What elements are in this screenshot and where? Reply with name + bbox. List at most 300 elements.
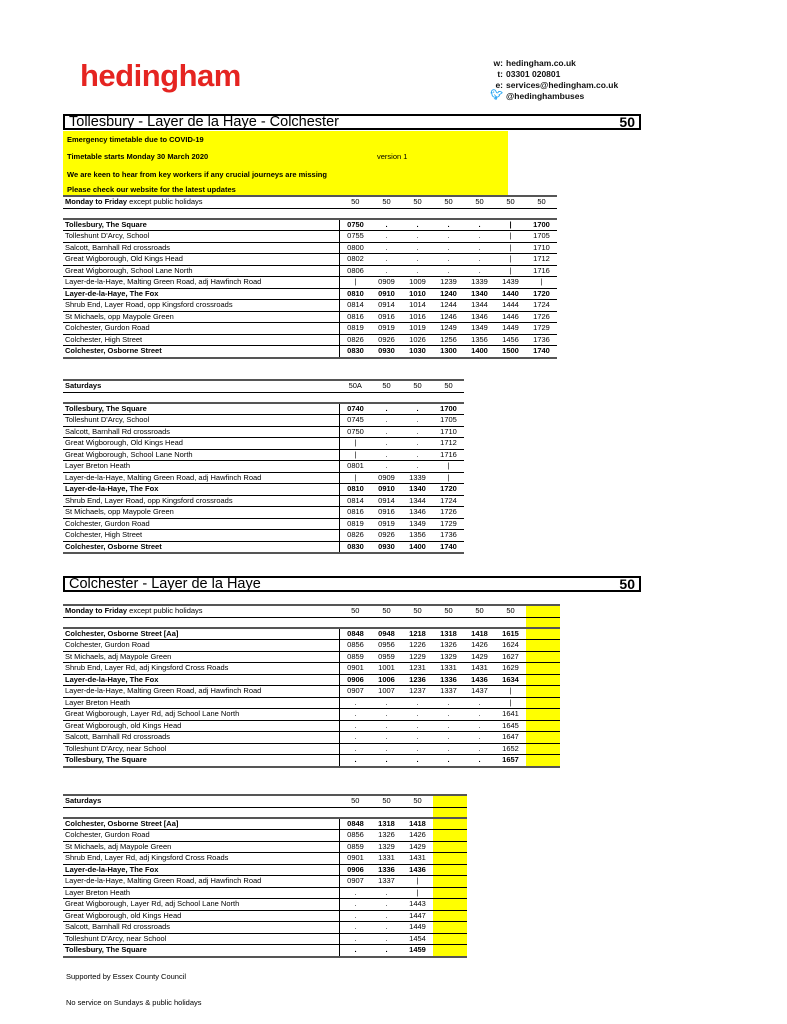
departure-time: 0750 bbox=[340, 219, 372, 231]
timetable-r2-saturday bbox=[63, 794, 467, 958]
departure-time: . bbox=[402, 254, 433, 266]
departure-time: 0914 bbox=[371, 495, 402, 507]
departure-time: 1326 bbox=[371, 830, 402, 842]
departure-time: . bbox=[402, 219, 433, 231]
departure-time: 0930 bbox=[371, 541, 402, 553]
stop-name: Colchester, Gurdon Road bbox=[63, 830, 340, 842]
departure-time: . bbox=[371, 899, 402, 911]
departure-time: . bbox=[464, 732, 495, 744]
route-title: Colchester - Layer de la Haye bbox=[69, 576, 261, 592]
spacer bbox=[495, 617, 526, 628]
highlight-cell bbox=[526, 617, 560, 628]
departure-time: 1657 bbox=[495, 755, 526, 767]
departure-time: 1447 bbox=[402, 910, 433, 922]
stop-name: Tolleshunt D'Arcy, near School bbox=[63, 743, 340, 755]
departure-time: 0800 bbox=[340, 242, 372, 254]
departure-time: 1349 bbox=[402, 518, 433, 530]
departure-time: . bbox=[371, 242, 402, 254]
stop-name: St Michaels, adj Maypole Green bbox=[63, 651, 340, 663]
stop-name: Layer-de-la-Haye, The Fox bbox=[63, 484, 340, 496]
departure-time: | bbox=[495, 265, 526, 277]
timetable-row bbox=[63, 697, 560, 709]
timetable-row bbox=[63, 219, 557, 231]
departure-time: 1652 bbox=[495, 743, 526, 755]
highlight-cell bbox=[433, 795, 467, 807]
route-title-bar-1 bbox=[63, 114, 641, 130]
departure-time: . bbox=[433, 265, 464, 277]
timetable-row bbox=[63, 686, 560, 698]
departure-time: 1346 bbox=[402, 507, 433, 519]
contact-web[interactable]: hedingham.co.uk bbox=[506, 58, 576, 68]
departure-time: 1437 bbox=[464, 686, 495, 698]
contact-phone[interactable]: 03301 020801 bbox=[506, 69, 561, 79]
spacer bbox=[63, 392, 340, 403]
departure-time: 1700 bbox=[526, 219, 557, 231]
stop-name: Layer Breton Heath bbox=[63, 697, 340, 709]
departure-time: . bbox=[402, 461, 433, 473]
route-title-bar-2 bbox=[63, 576, 641, 592]
stop-name: St Michaels, opp Maypole Green bbox=[63, 507, 340, 519]
departure-time: 1634 bbox=[495, 674, 526, 686]
spacer bbox=[526, 208, 557, 219]
departure-time: 1349 bbox=[464, 323, 495, 335]
header-row bbox=[63, 605, 560, 617]
highlight-cell bbox=[433, 945, 467, 957]
day-label-bold: Monday to Friday bbox=[65, 197, 128, 207]
highlight-cell bbox=[526, 605, 560, 617]
departure-time: 1331 bbox=[371, 853, 402, 865]
departure-time: 1336 bbox=[371, 864, 402, 876]
departure-time: 1724 bbox=[526, 300, 557, 312]
departure-time: 1449 bbox=[402, 922, 433, 934]
departure-time: 1014 bbox=[402, 300, 433, 312]
timetable-row bbox=[63, 887, 467, 899]
highlight-cell bbox=[526, 709, 560, 721]
stop-name: Colchester, Osborne Street bbox=[63, 541, 340, 553]
spacer bbox=[340, 392, 372, 403]
departure-time: . bbox=[340, 732, 372, 744]
departure-time: 1436 bbox=[402, 864, 433, 876]
departure-time: . bbox=[340, 933, 372, 945]
service-number: 50 bbox=[495, 605, 526, 617]
departure-time: . bbox=[371, 933, 402, 945]
departure-time: 1627 bbox=[495, 651, 526, 663]
departure-time: 0755 bbox=[340, 231, 372, 243]
departure-time: 0907 bbox=[340, 686, 372, 698]
departure-time: 1418 bbox=[464, 628, 495, 640]
service-number: 50 bbox=[371, 196, 402, 208]
departure-time: . bbox=[371, 697, 402, 709]
departure-time: 1641 bbox=[495, 709, 526, 721]
timetable-row bbox=[63, 426, 464, 438]
departure-time: 1340 bbox=[464, 288, 495, 300]
highlight-cell bbox=[433, 933, 467, 945]
departure-time: . bbox=[371, 922, 402, 934]
departure-time: 1300 bbox=[433, 346, 464, 358]
day-label-bold: Saturdays bbox=[65, 381, 102, 391]
stop-name: Great Wigborough, Old Kings Head bbox=[63, 438, 340, 450]
timetable-row bbox=[63, 415, 464, 427]
stop-name: Colchester, Gurdon Road bbox=[63, 323, 340, 335]
header-row bbox=[63, 795, 467, 807]
highlight-cell bbox=[433, 887, 467, 899]
highlight-cell bbox=[433, 899, 467, 911]
departure-time: . bbox=[340, 697, 372, 709]
departure-time: 1712 bbox=[433, 438, 464, 450]
departure-time: 1459 bbox=[402, 945, 433, 957]
timetable-row bbox=[63, 841, 467, 853]
departure-time: 0856 bbox=[340, 640, 372, 652]
timetable-row bbox=[63, 876, 467, 888]
departure-time: . bbox=[433, 732, 464, 744]
departure-time: 0750 bbox=[340, 426, 372, 438]
departure-time: 1426 bbox=[464, 640, 495, 652]
stop-name: Tollesbury, The Square bbox=[63, 219, 340, 231]
departure-time: 1026 bbox=[402, 334, 433, 346]
departure-time: | bbox=[495, 254, 526, 266]
departure-time: . bbox=[371, 720, 402, 732]
departure-time: . bbox=[371, 426, 402, 438]
spacer bbox=[63, 617, 340, 628]
departure-time: 1712 bbox=[526, 254, 557, 266]
service-number: 50 bbox=[526, 196, 557, 208]
departure-time: . bbox=[402, 426, 433, 438]
departure-time: . bbox=[371, 887, 402, 899]
departure-time: 1729 bbox=[433, 518, 464, 530]
stop-name: Tolleshunt D'Arcy, School bbox=[63, 415, 340, 427]
departure-time: 1740 bbox=[526, 346, 557, 358]
contact-phone-label: t: bbox=[497, 69, 503, 79]
departure-time: 1400 bbox=[464, 346, 495, 358]
timetable-row bbox=[63, 334, 557, 346]
departure-time: . bbox=[433, 254, 464, 266]
departure-time: . bbox=[464, 709, 495, 721]
departure-time: 0907 bbox=[340, 876, 372, 888]
departure-time: 0816 bbox=[340, 507, 372, 519]
departure-time: 1229 bbox=[402, 651, 433, 663]
stop-name: Colchester, High Street bbox=[63, 334, 340, 346]
departure-time: 1318 bbox=[371, 818, 402, 830]
departure-time: 1736 bbox=[433, 530, 464, 542]
timetable-row bbox=[63, 438, 464, 450]
departure-time: 1624 bbox=[495, 640, 526, 652]
departure-time: 1344 bbox=[464, 300, 495, 312]
stop-name: Layer Breton Heath bbox=[63, 461, 340, 473]
stop-name: Tollesbury, The Square bbox=[63, 945, 340, 957]
highlight-cell bbox=[433, 864, 467, 876]
no-service-text: No service on Sundays & public holidays bbox=[66, 998, 202, 1007]
stop-name: Colchester, Osborne Street bbox=[63, 346, 340, 358]
highlight-cell bbox=[433, 807, 467, 818]
departure-time: 1007 bbox=[371, 686, 402, 698]
spacer bbox=[495, 208, 526, 219]
stop-name: Layer-de-la-Haye, Malting Green Road, adj Hawfinch Road bbox=[63, 472, 340, 484]
notice-line-2: Timetable starts Monday 30 March 2020 bbox=[67, 152, 209, 161]
departure-time: 1429 bbox=[402, 841, 433, 853]
departure-time: . bbox=[402, 265, 433, 277]
contact-web-label: w: bbox=[493, 58, 503, 68]
timetable-row bbox=[63, 242, 557, 254]
timetable-row bbox=[63, 663, 560, 675]
departure-time: 0926 bbox=[371, 334, 402, 346]
service-number: 50 bbox=[433, 605, 464, 617]
timetable-row bbox=[63, 945, 467, 957]
highlight-cell bbox=[526, 640, 560, 652]
timetable-row bbox=[63, 265, 557, 277]
departure-time: 1329 bbox=[433, 651, 464, 663]
service-number: 50 bbox=[402, 380, 433, 392]
departure-time: . bbox=[340, 922, 372, 934]
departure-time: 1740 bbox=[433, 541, 464, 553]
departure-time: 0914 bbox=[371, 300, 402, 312]
day-label bbox=[63, 605, 340, 617]
departure-time: . bbox=[464, 231, 495, 243]
departure-time: 0901 bbox=[340, 853, 372, 865]
timetable-row bbox=[63, 864, 467, 876]
departure-time: 0909 bbox=[371, 277, 402, 289]
departure-time: 1700 bbox=[433, 403, 464, 415]
departure-time: 1710 bbox=[526, 242, 557, 254]
departure-time: 1001 bbox=[371, 663, 402, 675]
service-number: 50 bbox=[402, 795, 433, 807]
departure-time: 1244 bbox=[433, 300, 464, 312]
departure-time: 1710 bbox=[433, 426, 464, 438]
stop-name: Layer-de-la-Haye, The Fox bbox=[63, 864, 340, 876]
departure-time: . bbox=[371, 461, 402, 473]
departure-time: 1443 bbox=[402, 899, 433, 911]
timetable-row bbox=[63, 495, 464, 507]
departure-time: 0930 bbox=[371, 346, 402, 358]
departure-time: 1337 bbox=[371, 876, 402, 888]
departure-time: . bbox=[402, 697, 433, 709]
day-label-bold: Monday to Friday bbox=[65, 606, 128, 616]
departure-time: 1356 bbox=[402, 530, 433, 542]
spacer bbox=[402, 392, 433, 403]
timetable-row bbox=[63, 507, 464, 519]
departure-time: 1436 bbox=[464, 674, 495, 686]
spacer bbox=[402, 617, 433, 628]
departure-time: 1009 bbox=[402, 277, 433, 289]
departure-time: . bbox=[433, 242, 464, 254]
stop-name: Salcott, Barnhall Rd crossroads bbox=[63, 426, 340, 438]
highlight-cell bbox=[526, 651, 560, 663]
service-number: 50 bbox=[340, 795, 372, 807]
departure-time: 0909 bbox=[371, 472, 402, 484]
departure-time: 1705 bbox=[526, 231, 557, 243]
timetable-row bbox=[63, 300, 557, 312]
spacer bbox=[464, 617, 495, 628]
departure-time: . bbox=[402, 415, 433, 427]
departure-time: . bbox=[340, 720, 372, 732]
covid-notice bbox=[63, 131, 508, 195]
spacer bbox=[63, 208, 340, 219]
stop-name: Salcott, Barnhall Rd crossroads bbox=[63, 732, 340, 744]
timetable-row bbox=[63, 254, 557, 266]
departure-time: 0916 bbox=[371, 311, 402, 323]
highlight-cell bbox=[526, 686, 560, 698]
departure-time: 0819 bbox=[340, 323, 372, 335]
departure-time: 0826 bbox=[340, 530, 372, 542]
highlight-cell bbox=[526, 743, 560, 755]
highlight-cell bbox=[526, 628, 560, 640]
stop-name: Tolleshunt D'Arcy, near School bbox=[63, 933, 340, 945]
timetable-row bbox=[63, 818, 467, 830]
departure-time: | bbox=[402, 887, 433, 899]
departure-time: . bbox=[433, 231, 464, 243]
departure-time: 1249 bbox=[433, 323, 464, 335]
departure-time: 1736 bbox=[526, 334, 557, 346]
contact-email-label: e: bbox=[495, 80, 503, 90]
departure-time: 1444 bbox=[495, 300, 526, 312]
stop-name: Colchester, High Street bbox=[63, 530, 340, 542]
departure-time: . bbox=[433, 709, 464, 721]
departure-time: 0910 bbox=[371, 288, 402, 300]
stop-name: Colchester, Gurdon Road bbox=[63, 518, 340, 530]
departure-time: . bbox=[371, 945, 402, 957]
departure-time: | bbox=[495, 231, 526, 243]
departure-time: . bbox=[464, 743, 495, 755]
departure-time: . bbox=[371, 403, 402, 415]
timetable-row bbox=[63, 530, 464, 542]
timetable-row bbox=[63, 922, 467, 934]
stop-name: Colchester, Osborne Street [Aa] bbox=[63, 818, 340, 830]
supported-by-text: Supported by Essex County Council bbox=[66, 972, 187, 981]
spacer bbox=[433, 392, 464, 403]
departure-time: 0848 bbox=[340, 818, 372, 830]
departure-time: 1456 bbox=[495, 334, 526, 346]
timetable-r1-saturday bbox=[63, 379, 464, 554]
spacer bbox=[340, 208, 372, 219]
notice-line-1: Emergency timetable due to COVID-19 bbox=[67, 135, 204, 144]
departure-time: 0819 bbox=[340, 518, 372, 530]
timetable-row bbox=[63, 899, 467, 911]
departure-time: 0802 bbox=[340, 254, 372, 266]
stop-name: Great Wigborough, old Kings Head bbox=[63, 910, 340, 922]
timetable-row bbox=[63, 709, 560, 721]
departure-time: . bbox=[464, 242, 495, 254]
service-number: 50 bbox=[371, 795, 402, 807]
departure-time: 1446 bbox=[495, 311, 526, 323]
departure-time: 1239 bbox=[433, 277, 464, 289]
contact-twitter[interactable]: @hedinghambuses bbox=[506, 91, 585, 101]
departure-time: 0959 bbox=[371, 651, 402, 663]
timetable-row bbox=[63, 640, 560, 652]
departure-time: 0830 bbox=[340, 541, 372, 553]
stop-name: Tollesbury, The Square bbox=[63, 755, 340, 767]
departure-time: . bbox=[402, 242, 433, 254]
timetable-row bbox=[63, 449, 464, 461]
departure-time: 1716 bbox=[433, 449, 464, 461]
timetable-row bbox=[63, 651, 560, 663]
highlight-cell bbox=[526, 755, 560, 767]
departure-time: 0848 bbox=[340, 628, 372, 640]
day-label bbox=[63, 795, 340, 807]
day-label-rest: except public holidays bbox=[127, 606, 203, 616]
departure-time: 0919 bbox=[371, 323, 402, 335]
departure-time: 1431 bbox=[464, 663, 495, 675]
notice-version: version 1 bbox=[377, 152, 408, 161]
stop-name: Salcott, Barnhall Rd crossroads bbox=[63, 922, 340, 934]
stop-name: Great Wigborough, School Lane North bbox=[63, 449, 340, 461]
departure-time: . bbox=[464, 697, 495, 709]
stop-name: Colchester, Osborne Street [Aa] bbox=[63, 628, 340, 640]
departure-time: 1729 bbox=[526, 323, 557, 335]
stop-name: Layer-de-la-Haye, The Fox bbox=[63, 288, 340, 300]
departure-time: | bbox=[402, 876, 433, 888]
day-label bbox=[63, 196, 340, 208]
timetable-row bbox=[63, 518, 464, 530]
stop-name: Tollesbury, The Square bbox=[63, 403, 340, 415]
timetable-row bbox=[63, 323, 557, 335]
timetable-row bbox=[63, 403, 464, 415]
departure-time: 1006 bbox=[371, 674, 402, 686]
stop-name: Great Wigborough, Old Kings Head bbox=[63, 254, 340, 266]
timetable-row bbox=[63, 231, 557, 243]
spacer bbox=[340, 807, 372, 818]
service-number: 50 bbox=[495, 196, 526, 208]
departure-time: 1019 bbox=[402, 323, 433, 335]
day-label-rest: except public holidays bbox=[127, 197, 203, 207]
departure-time: . bbox=[402, 755, 433, 767]
departure-time: | bbox=[340, 438, 372, 450]
departure-time: 0916 bbox=[371, 507, 402, 519]
spacer bbox=[371, 617, 402, 628]
departure-time: 1629 bbox=[495, 663, 526, 675]
departure-time: | bbox=[340, 277, 372, 289]
departure-time: 1726 bbox=[526, 311, 557, 323]
stop-name: St Michaels, adj Maypole Green bbox=[63, 841, 340, 853]
departure-time: . bbox=[340, 743, 372, 755]
notice-line-3: We are keen to hear from key workers if any crucial journeys are missing bbox=[67, 170, 327, 179]
service-number: 50 bbox=[371, 380, 402, 392]
spacer bbox=[63, 807, 340, 818]
departure-time: . bbox=[371, 449, 402, 461]
departure-time: 1440 bbox=[495, 288, 526, 300]
departure-time: 1400 bbox=[402, 541, 433, 553]
departure-time: 0814 bbox=[340, 495, 372, 507]
spacer bbox=[402, 208, 433, 219]
departure-time: 1426 bbox=[402, 830, 433, 842]
stop-name: Shrub End, Layer Road, opp Kingsford crossroads bbox=[63, 495, 340, 507]
departure-time: 1237 bbox=[402, 686, 433, 698]
departure-time: 1326 bbox=[433, 640, 464, 652]
timetable-row bbox=[63, 311, 557, 323]
departure-time: | bbox=[526, 277, 557, 289]
departure-time: 1231 bbox=[402, 663, 433, 675]
departure-time: 0859 bbox=[340, 651, 372, 663]
departure-time: 1236 bbox=[402, 674, 433, 686]
departure-time: 0956 bbox=[371, 640, 402, 652]
contact-email[interactable]: services@hedingham.co.uk bbox=[506, 80, 619, 90]
timetable-row bbox=[63, 910, 467, 922]
departure-time: . bbox=[371, 219, 402, 231]
departure-time: . bbox=[433, 219, 464, 231]
departure-time: | bbox=[433, 461, 464, 473]
service-number: 50 bbox=[402, 605, 433, 617]
service-number: 50 bbox=[402, 196, 433, 208]
departure-time: 0901 bbox=[340, 663, 372, 675]
departure-time: 0810 bbox=[340, 484, 372, 496]
departure-time: 1500 bbox=[495, 346, 526, 358]
departure-time: 0906 bbox=[340, 674, 372, 686]
route-number: 50 bbox=[619, 576, 635, 592]
departure-time: 0919 bbox=[371, 518, 402, 530]
service-number: 50 bbox=[433, 380, 464, 392]
service-number: 50 bbox=[340, 605, 372, 617]
departure-time: . bbox=[433, 697, 464, 709]
departure-time: . bbox=[433, 743, 464, 755]
stop-name: Great Wigborough, Layer Rd, adj School Lane North bbox=[63, 899, 340, 911]
